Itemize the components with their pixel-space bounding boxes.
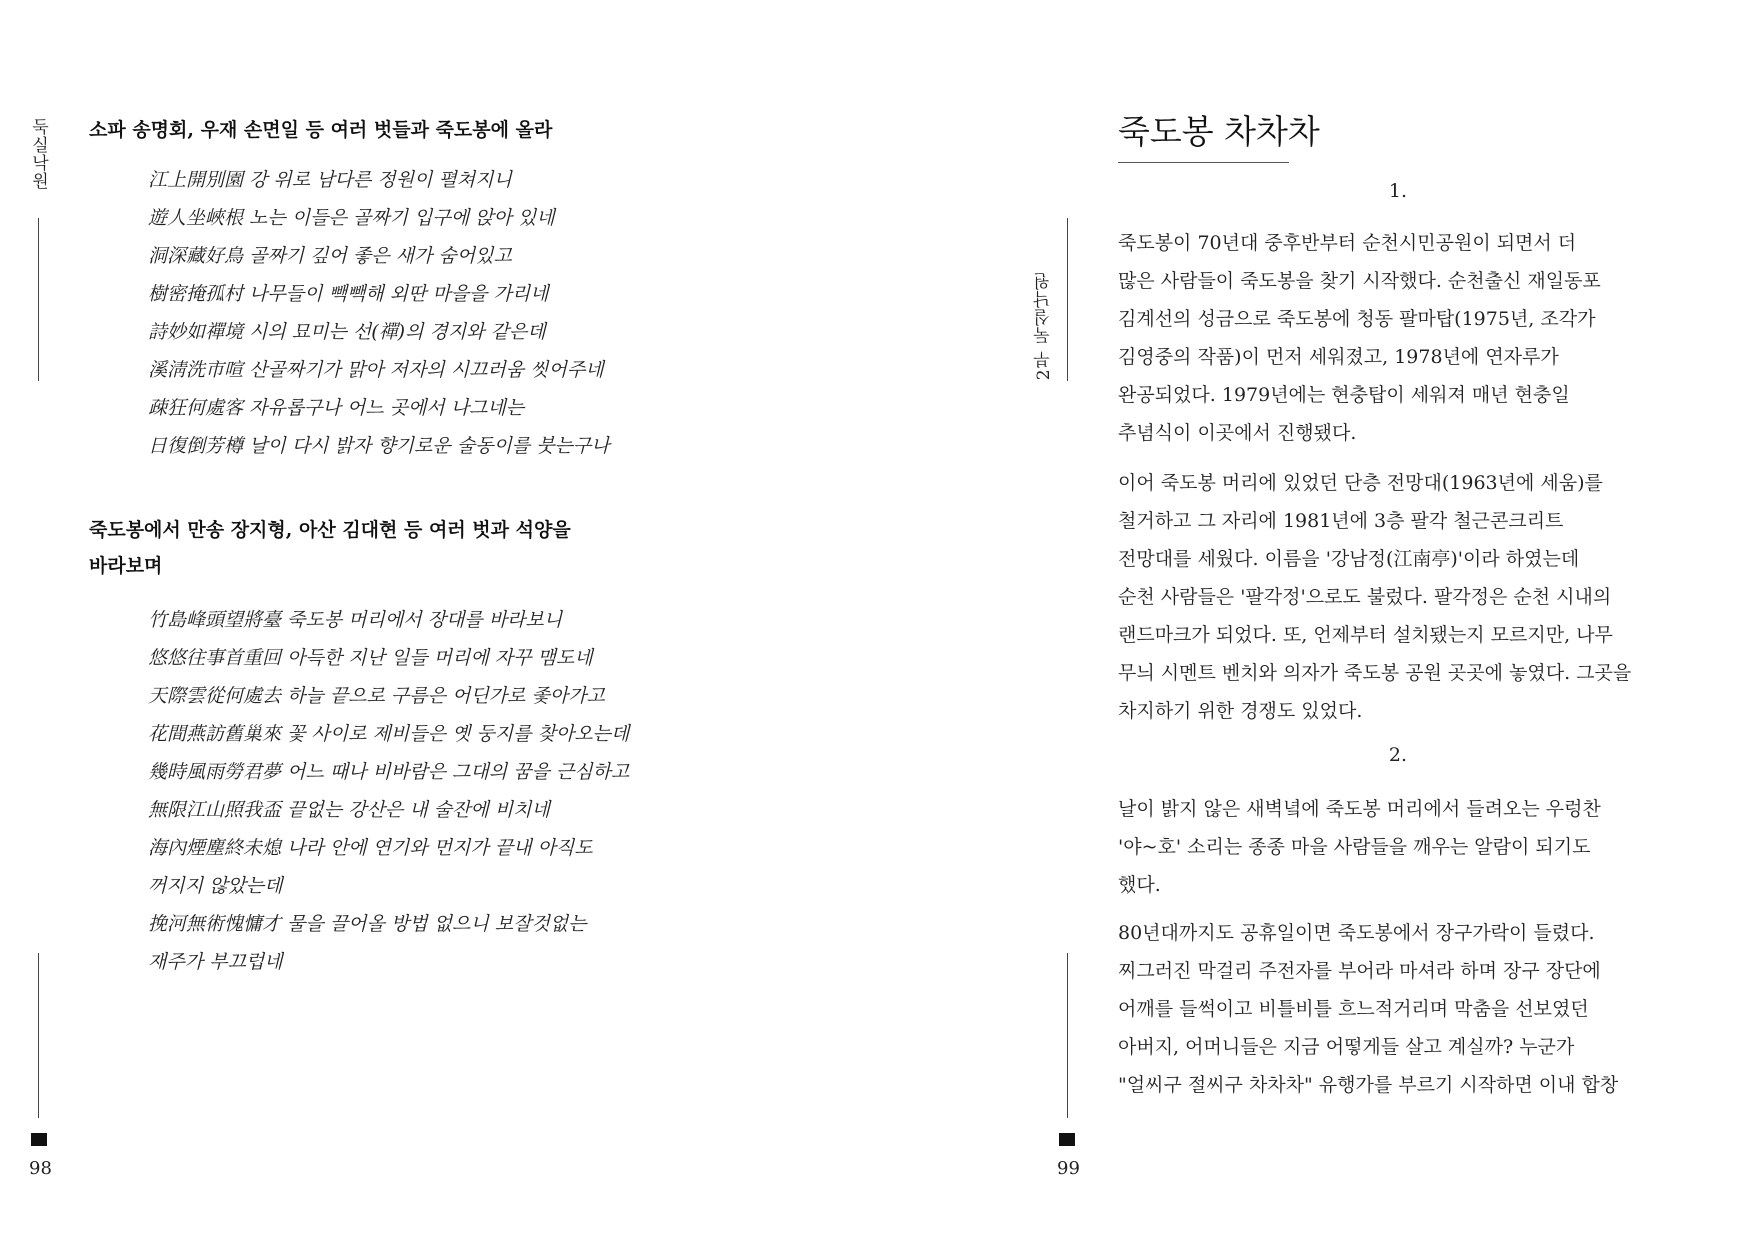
poem-line: 樹密掩孤村 나무들이 빽빽해 외딴 마을을 가리네 <box>148 283 549 305</box>
poem-line: 天際雲從何處去 하늘 끝으로 구름은 어딘가로 좇아가고 <box>148 685 605 707</box>
text-line: 김계선의 성금으로 죽도봉에 청동 팔마탑(1975년, 조각가 <box>1118 308 1596 330</box>
poem-line: 海內煙塵終未熄 나라 안에 연기와 먼지가 끝내 아직도 <box>148 837 593 859</box>
text-line: 김영중의 작품)이 먼저 세워졌고, 1978년에 연자루가 <box>1118 346 1559 368</box>
text-line: 차지하기 위한 경쟁도 있었다. <box>1118 700 1363 722</box>
paragraph <box>1118 790 1688 904</box>
text-line: 추념식이 이곳에서 진행됐다. <box>1118 422 1357 444</box>
poem-line: 재주가 부끄럽네 <box>148 951 283 973</box>
poem-line: 溪淸洗市喧 산골짜기가 맑아 저자의 시끄러움 씻어주네 <box>148 359 604 381</box>
poem-2-heading <box>89 512 649 584</box>
page-marker-left <box>31 1133 47 1146</box>
paragraph <box>1118 464 1688 730</box>
margin-rule-top-left <box>38 218 39 381</box>
text-line: 했다. <box>1118 874 1161 896</box>
poem-line: 無限江山照我盃 끝없는 강산은 내 술잔에 비치네 <box>148 799 550 821</box>
text-line: 완공되었다. 1979년에는 현충탑이 세워져 매년 현충일 <box>1118 384 1570 406</box>
margin-rule-top-right <box>1067 218 1068 381</box>
text-line: 많은 사람들이 죽도봉을 찾기 시작했다. 순천출신 재일동포 <box>1118 270 1601 292</box>
text-line: 랜드마크가 되었다. 또, 언제부터 설치됐는지 모르지만, 나무 <box>1118 624 1613 646</box>
margin-rule-bottom-left <box>38 953 39 1118</box>
page-number-left: 98 <box>29 1158 52 1179</box>
poem-line: 日復倒芳樽 날이 다시 밝자 향기로운 술동이를 붓는구나 <box>148 435 610 457</box>
poem-line: 悠悠往事首重回 아득한 지난 일들 머리에 자꾸 맴도네 <box>148 647 593 669</box>
poem-1 <box>148 161 688 465</box>
text-line: 죽도봉이 70년대 중후반부터 순천시민공원이 되면서 더 <box>1118 232 1577 254</box>
page-marker-right <box>1059 1133 1075 1146</box>
poem-line: 遊人坐峽根 노는 이들은 골짜기 입구에 앉아 있네 <box>148 207 555 229</box>
text-line: 철거하고 그 자리에 1981년에 3층 팔각 철근콘크리트 <box>1118 510 1564 532</box>
text-line: 어깨를 들썩이고 비틀비틀 흐느적거리며 막춤을 선보였던 <box>1118 998 1589 1020</box>
page-number-right: 99 <box>1057 1158 1080 1179</box>
poem-2-heading-line: 죽도봉에서 만송 장지형, 아산 김대현 등 여러 벗과 석양을 <box>89 519 571 541</box>
running-head-left: 둑실낙원 <box>28 118 48 190</box>
text-line: '야~호' 소리는 종종 마을 사람들을 깨우는 알람이 되기도 <box>1118 836 1591 858</box>
poem-line: 꺼지지 않았는데 <box>148 875 283 897</box>
text-line: 이어 죽도봉 머리에 있었던 단층 전망대(1963년에 세움)를 <box>1118 472 1603 494</box>
poem-line: 疎狂何處客 자유롭구나 어느 곳에서 나그네는 <box>148 397 525 419</box>
section-number: 1. <box>1388 180 1408 202</box>
poem-line: 挽河無術愧慵才 물을 끌어올 방법 없으니 보잘것없는 <box>148 913 587 935</box>
text-line: 무늬 시멘트 벤치와 의자가 죽도봉 공원 곳곳에 놓였다. 그곳을 <box>1118 662 1632 684</box>
text-line: "얼씨구 절씨구 차차차" 유행가를 부르기 시작하면 이내 합창 <box>1118 1074 1619 1096</box>
poem-line: 竹島峰頭望將臺 죽도봉 머리에서 장대를 바라보니 <box>148 609 563 631</box>
running-head-right: 2부 둑실낙원 <box>1034 272 1054 381</box>
margin-rule-bottom-right <box>1067 953 1068 1118</box>
paragraph <box>1118 914 1688 1104</box>
text-line: 전망대를 세웠다. 이름을 '강남정(江南亭)'이라 하였는데 <box>1118 548 1580 570</box>
poem-line: 花間燕訪舊巢來 꽃 사이로 제비들은 옛 둥지를 찾아오는데 <box>148 723 630 745</box>
text-line: 찌그러진 막걸리 주전자를 부어라 마셔라 하며 장구 장단에 <box>1118 960 1601 982</box>
poem-line: 詩妙如禪境 시의 묘미는 선(禪)의 경지와 같은데 <box>148 321 546 343</box>
chapter-title: 죽도봉 차차차 <box>1118 110 1289 163</box>
poem-line: 江上開別園 강 위로 남다른 정원이 펼쳐지니 <box>148 169 512 191</box>
text-line: 80년대까지도 공휴일이면 죽도봉에서 장구가락이 들렸다. <box>1118 922 1595 944</box>
text-line: 날이 밝지 않은 새벽녘에 죽도봉 머리에서 들려오는 우렁찬 <box>1118 798 1601 820</box>
poem-line: 洞深藏好鳥 골짜기 깊어 좋은 새가 숨어있고 <box>148 245 512 267</box>
poem-2 <box>148 601 688 981</box>
paragraph <box>1118 224 1688 452</box>
poem-line: 幾時風雨勞君夢 어느 때나 비바람은 그대의 꿈을 근심하고 <box>148 761 630 783</box>
poem-1-heading: 소파 송명회, 우재 손면일 등 여러 벗들과 죽도봉에 올라 <box>89 119 553 141</box>
section-number: 2. <box>1388 744 1408 766</box>
text-line: 순천 사람들은 '팔각정'으로도 불렀다. 팔각정은 순천 시내의 <box>1118 586 1612 608</box>
text-line: 아버지, 어머니들은 지금 어떻게들 살고 계실까? 누군가 <box>1118 1036 1575 1058</box>
poem-2-heading-line: 바라보며 <box>89 555 163 577</box>
